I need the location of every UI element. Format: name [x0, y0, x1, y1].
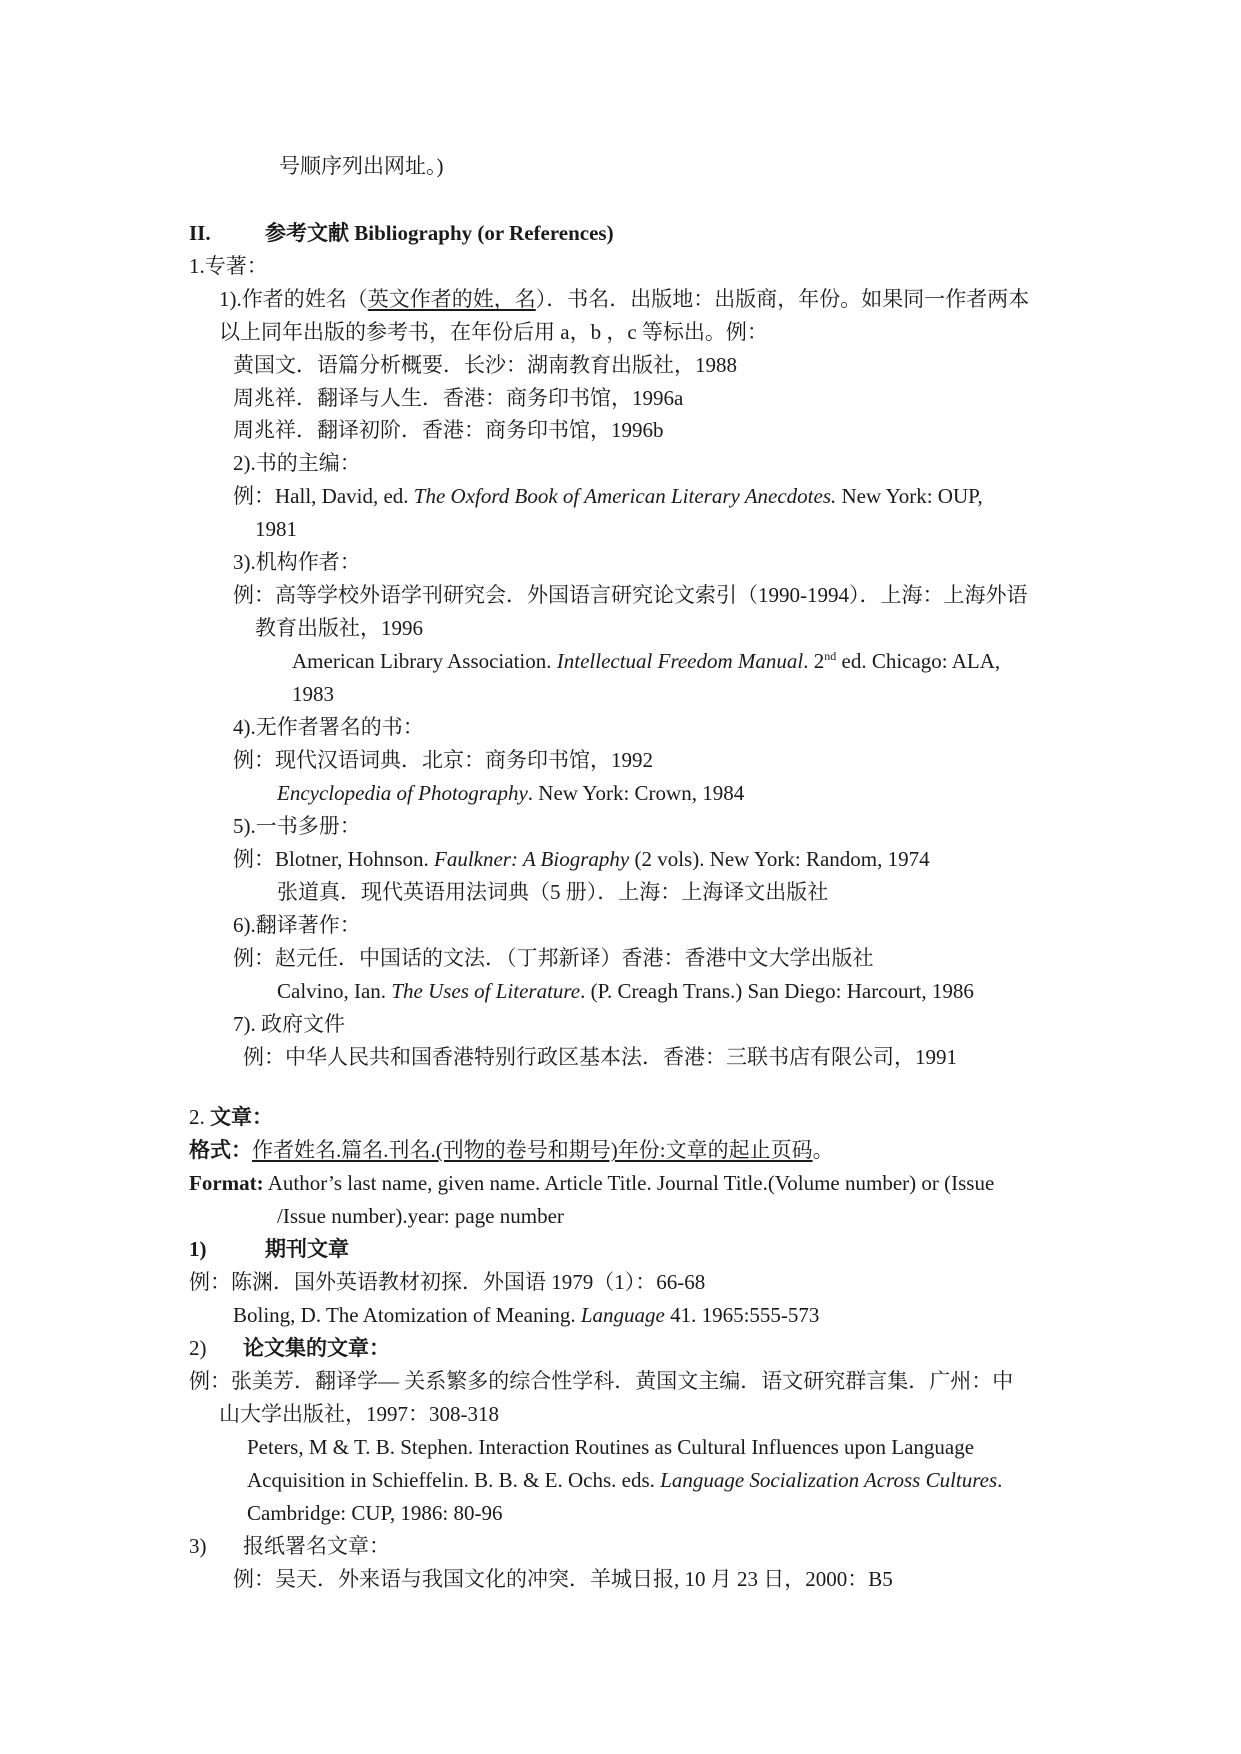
rule5-example-1-pre: 例：Blotner, Hohnson. [233, 847, 434, 871]
rule5-title: 5).一书多册： [233, 814, 361, 838]
article-type1-example-2-pre: Boling, D. The Atomization of Meaning. [233, 1303, 581, 1327]
article-type2-example-1-cont: 山大学出版社，1997：308-318 [219, 1402, 499, 1426]
format-en-text: Author’s last name, given name. Article Title. Journal Title.(Volume number) or (Issue [263, 1171, 995, 1195]
rule1-example-3: 周兆祥．翻译初阶．香港：商务印书馆，1996b [233, 418, 664, 442]
rule4-example-2-title: Encyclopedia of Photography [277, 781, 528, 805]
article-type3-title: 报纸署名文章： [243, 1534, 390, 1558]
rule3-example-2-pre: American Library Association. [292, 649, 557, 673]
format-en-label: Format: [189, 1171, 264, 1195]
article-type1-title: 期刊文章 [265, 1237, 349, 1261]
continuation-text: 号顺序列出网址。) [279, 154, 444, 178]
article-type2-example-2-line3: Cambridge: CUP, 1986: 80-96 [247, 1501, 503, 1525]
article-type3-example-1: 例：吴天．外来语与我国文化的冲突．羊城日报, 10 月 23 日，2000：B5 [233, 1567, 893, 1591]
article-type2-example-2-title: Language Socialization Across Cultures [660, 1468, 998, 1492]
articles-heading [189, 1102, 273, 1132]
rule6-example-1: 例：赵元任．中国话的文法．（丁邦新译）香港：香港中文大学出版社 [233, 946, 874, 970]
article-type2-example-1: 例：张美芳．翻译学— 关系繁多的综合性学科．黄国文主编．语文研究群言集．广州：中 [189, 1369, 1014, 1393]
rule3-example-2 [292, 646, 1000, 676]
monographs-heading: 1.专著： [189, 254, 268, 278]
format-line [189, 1135, 834, 1165]
rule6-example-2-title: The Uses of Literature [391, 979, 581, 1003]
article-type2-example-2-post: . [997, 1468, 1003, 1492]
article-type2-example-2-pre: Acquisition in Schieffelin. B. B. & E. Ochs. eds. [247, 1468, 661, 1492]
rule1-example-2: 周兆祥．翻译与人生．香港：商务印书馆，1996a [233, 386, 684, 410]
rule6-example-2-post: . (P. Creagh Trans.) San Diego: Harcourt, 1986 [580, 979, 974, 1003]
rule1-text-post: ）．书名．出版地：出版商，年份。如果同一作者两本 [535, 287, 1030, 311]
article-type2-example-2-line2 [247, 1465, 1002, 1495]
article-type2-example-2-line1: Peters, M & T. B. Stephen. Interaction Routines as Cultural Influences upon Language [247, 1435, 975, 1459]
rule5-example-1-title: Faulkner: A Biography [434, 847, 630, 871]
rule1-text-pre: 1).作者的姓名（ [219, 287, 368, 311]
section-number: II. [189, 221, 211, 245]
rule2-example-title: The Oxford Book of American Literary Anecdotes. [413, 484, 837, 508]
format-end: 。 [812, 1138, 834, 1162]
rule1-line2: 以上同年出版的参考书，在年份后用 a，b ，c 等标出。例： [219, 320, 768, 344]
rule3-example-1: 例：高等学校外语学刊研究会．外国语言研究论文索引（1990-1994）．上海：上海外语 [233, 583, 1028, 607]
rule2-example [233, 481, 983, 511]
article-type1-example-2 [233, 1300, 819, 1330]
rule6-example-2-pre: Calvino, Ian. [277, 979, 392, 1003]
format-label: 格式： [189, 1138, 252, 1162]
article-type1-num: 1) [189, 1237, 207, 1261]
article-type2-title: 论文集的文章： [243, 1336, 390, 1360]
rule5-example-2: 张道真．现代英语用法词典（5 册）．上海：上海译文出版社 [277, 880, 829, 904]
rule7-title: 7). 政府文件 [233, 1012, 345, 1036]
rule7-example-1: 例：中华人民共和国香港特别行政区基本法．香港：三联书店有限公司，1991 [243, 1045, 957, 1069]
rule2-example-post: New York: OUP, [836, 484, 983, 508]
rule3-example-2-sup: nd [824, 649, 837, 663]
rule6-example-2 [277, 976, 974, 1006]
article-type1-example-1: 例：陈渊．国外英语教材初探．外国语 1979（1）：66-68 [189, 1270, 706, 1294]
rule1-example-1: 黄国文．语篇分析概要．长沙：湖南教育出版社，1988 [233, 353, 737, 377]
rule5-example-1 [233, 844, 930, 874]
article-type3-num: 3) [189, 1534, 207, 1558]
section-title: 参考文献 Bibliography (or References) [265, 221, 614, 245]
rule3-example-2-mid: . 2 [803, 649, 825, 673]
rule5-example-1-post: (2 vols). New York: Random, 1974 [629, 847, 930, 871]
rule4-example-2-post: . New York: Crown, 1984 [527, 781, 745, 805]
articles-heading-num: 2. [189, 1105, 210, 1129]
format-en-cont: /Issue number).year: page number [277, 1204, 564, 1228]
article-type1-example-2-journal: Language [580, 1303, 665, 1327]
rule1-underlined: 英文作者的姓，名 [367, 287, 536, 311]
rule3-title: 3).机构作者： [233, 550, 361, 574]
rule1-line1 [219, 284, 1029, 314]
articles-heading-title: 文章： [210, 1105, 273, 1129]
rule2-title: 2).书的主编： [233, 451, 361, 475]
format-text: 作者姓名.篇名.刊名.(刊物的卷号和期号)年份:文章的起止页码 [252, 1138, 813, 1162]
rule3-example-2-title: Intellectual Freedom Manual [556, 649, 804, 673]
article-type2-num: 2) [189, 1336, 207, 1360]
rule4-example-1: 例：现代汉语词典．北京：商务印书馆，1992 [233, 748, 653, 772]
rule2-example-pre: 例：Hall, David, ed. [233, 484, 414, 508]
rule3-example-2-cont: 1983 [292, 682, 334, 706]
rule3-example-1-cont: 教育出版社，1996 [255, 616, 423, 640]
rule6-title: 6).翻译著作： [233, 913, 361, 937]
rule3-example-2-post: ed. Chicago: ALA, [836, 649, 1001, 673]
rule4-example-2 [277, 778, 744, 808]
article-type1-example-2-post: 41. 1965:555-573 [664, 1303, 820, 1327]
rule4-title: 4).无作者署名的书： [233, 715, 424, 739]
format-en-line [189, 1168, 994, 1198]
rule2-example-cont: 1981 [255, 517, 297, 541]
